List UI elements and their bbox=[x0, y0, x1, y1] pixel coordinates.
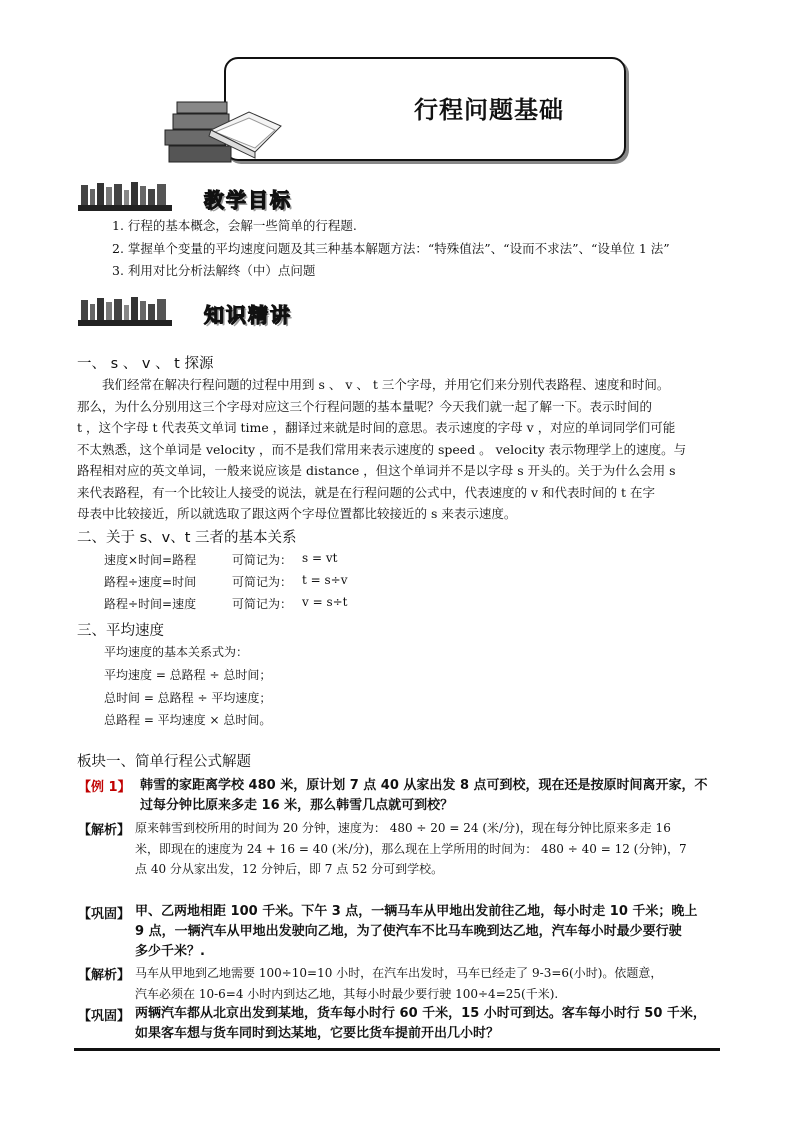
paragraph-line: 来代表路程，有一个比较让人接受的说法，就是在行程问题的公式中，代表速度的 v 和代表时间的 t 在字 bbox=[77, 484, 655, 500]
example-question: 韩雪的家距离学校 480 米，原计划 7 点 40 从家出发 8 点可到校，现在还是按原时间离开家，不 过每分钟比原来多走 16 米，那么韩雪几点就可到校？ bbox=[140, 778, 708, 813]
relation-short-label: 可简记为： bbox=[232, 553, 293, 567]
relation-formula: 路程÷时间=速度 bbox=[104, 597, 197, 611]
consolidate-label: 【巩固】 bbox=[78, 1009, 131, 1024]
example-label: 【例 1】 bbox=[78, 780, 131, 795]
footer-rule bbox=[74, 1048, 720, 1051]
paragraph-svt-origin bbox=[77, 374, 717, 525]
relation-short: v = s÷t bbox=[302, 595, 348, 609]
analysis-text: 马车从甲地到乙地需要 100÷10=10 小时，在汽车出发时，马车已经走了 9-3=6(小时)。依题意， 汽车必须在 10-6=4 小时内到达乙地，其每小时最少要行驶 100÷4=25(千米). bbox=[135, 966, 663, 1001]
paragraph-line: 不太熟悉，这个单词是 velocity ，而不是我们常用来表示速度的 speed 。 velocity 表示物理学上的速度。与 bbox=[77, 441, 687, 457]
average-speed-line: 总路程 = 平均速度 × 总时间。 bbox=[104, 713, 272, 727]
relation-formula: 路程÷速度=时间 bbox=[104, 575, 197, 589]
analysis-label: 【解析】 bbox=[78, 968, 131, 983]
relation-short-label: 可简记为： bbox=[232, 597, 293, 611]
objective-item: 3. 利用对比分析法解终（中）点问题 bbox=[112, 263, 316, 278]
average-speed-line: 平均速度的基本关系式为： bbox=[104, 645, 249, 659]
paragraph-line: t ，这个字母 t 代表英文单词 time ，翻译过来就是时间的意思。表示速度的字母 v ，对应的单词同学们可能 bbox=[77, 420, 676, 435]
section-banner-icon bbox=[78, 296, 172, 326]
paragraph-line: 母表中比较接近，所以就选取了跟这两个字母位置都比较接近的 s 来表示速度。 bbox=[77, 506, 517, 521]
analysis-label: 【解析】 bbox=[78, 823, 131, 838]
heading-part1: 一、 s 、 v 、 t 探源 bbox=[77, 356, 214, 372]
relation-short-label: 可简记为： bbox=[232, 575, 293, 589]
analysis-text: 原来韩雪到校所用的时间为 20 分钟，速度为： 480 ÷ 20 = 24 (米/分)，现在每分钟比原来多走 16 米，即现在的速度为 24 + 16 = 40 (米/分)，那么现在上学所用的时间为： 480 ÷ 40 = 12 (分钟)，7 点 40 分从家出发，12 分钟后，即 7 点 52 分可到学校。 bbox=[135, 821, 687, 876]
paragraph-line: 路程相对应的英文单词，一般来说应该是 distance ，但这个单词并不是以字母 s 开头的。关于为什么会用 s bbox=[77, 463, 676, 478]
page-title: 行程问题基础 bbox=[414, 96, 564, 124]
objective-item: 2. 掌握单个变量的平均速度问题及其三种基本解题方法：“特殊值法”、“设而不求法”、“设单位 1 法” bbox=[112, 241, 670, 256]
consolidate-question: 两辆汽车都从北京出发到某地，货车每小时行 60 千米，15 小时可到达。客车每小时行 50 千米， 如果客车想与货车同时到达某地，它要比货车提前开出几小时？ bbox=[135, 1006, 706, 1041]
consolidate-question: 甲、乙两地相距 100 千米。下午 3 点，一辆马车从甲地出发前往乙地，每小时走 10 千米；晚上 9 点，一辆汽车从甲地出发驶向乙地，为了使汽车不比马车晚到达乙地，汽车每小时最少要行驶 多少千米？. bbox=[135, 904, 698, 959]
consolidate-label: 【巩固】 bbox=[78, 907, 131, 922]
section-title-objectives: 教学目标 bbox=[204, 188, 292, 212]
paragraph-line: 我们经常在解决行程问题的过程中用到 s 、 v 、 t 三个字母，并用它们来分别代表路程、速度和时间。 bbox=[102, 377, 670, 392]
average-speed-line: 平均速度 = 总路程 ÷ 总时间； bbox=[104, 668, 272, 682]
objective-item: 1. 行程的基本概念，会解一些简单的行程题. bbox=[112, 218, 357, 233]
heading-block1: 板块一、简单行程公式解题 bbox=[77, 754, 251, 770]
section-banner-icon bbox=[78, 181, 172, 211]
heading-part3: 三、平均速度 bbox=[77, 623, 164, 639]
relation-formula: 速度×时间=路程 bbox=[104, 553, 197, 567]
section-title-knowledge: 知识精讲 bbox=[204, 303, 292, 327]
average-speed-line: 总时间 = 总路程 ÷ 平均速度； bbox=[104, 691, 272, 705]
paragraph-line: 那么，为什么分别用这三个字母对应这三个行程问题的基本量呢？今天我们就一起了解一下。表示时间的 bbox=[77, 398, 653, 414]
relation-short: s = vt bbox=[302, 551, 338, 565]
heading-part2: 二、关于 s、v、t 三者的基本关系 bbox=[77, 530, 297, 546]
relation-short: t = s÷v bbox=[302, 573, 348, 587]
